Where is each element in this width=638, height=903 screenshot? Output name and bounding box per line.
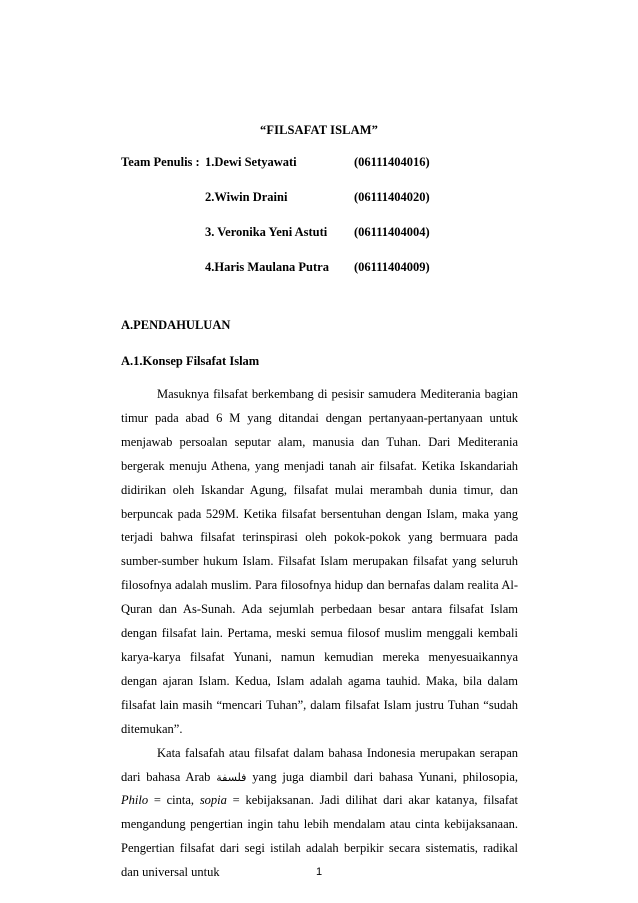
author-row [121, 260, 541, 295]
paragraph-2-text-3: = cinta, [153, 793, 195, 808]
author-row [121, 190, 541, 225]
paragraph-2-text-4: = kebijaksanan. Jadi dilihat dari akar katanya, filsafat mengandung pengertian ingin tahu lebih mendalam atau cinta kebijaksanaan. Pengertian filsafat dari segi istilah adalah berpikir secara sistematis, radikal dan universal untuk [121, 793, 519, 880]
author-name: 4.Haris Maulana Putra [205, 260, 329, 274]
team-label: Team Penulis : [121, 155, 200, 169]
arabic-word: فلسفة [216, 770, 247, 784]
author-list [121, 155, 541, 295]
author-nim: (06111404020) [354, 190, 430, 204]
author-name: 2.Wiwin Draini [205, 190, 288, 204]
section-heading-pendahuluan: A.PENDAHULUAN [121, 318, 231, 332]
author-row [121, 225, 541, 260]
author-nim: (06111404004) [354, 225, 430, 239]
page-number: 1 [315, 866, 323, 878]
author-row [121, 155, 541, 190]
author-nim: (06111404016) [354, 155, 430, 169]
paragraph-2 [121, 742, 518, 885]
body-text [121, 383, 518, 885]
document-title: “FILSAFAT ISLAM” [260, 123, 378, 137]
author-nim: (06111404009) [354, 260, 430, 274]
subsection-heading-konsep: A.1.Konsep Filsafat Islam [121, 354, 260, 368]
paragraph-2-text-2: yang juga diambil dari bahasa Yunani, philosopia, [252, 769, 519, 784]
author-name: 3. Veronika Yeni Astuti [205, 225, 328, 239]
term-sopia: sopia [199, 793, 227, 808]
author-name: 1.Dewi Setyawati [205, 155, 297, 169]
term-philo: Philo [121, 793, 149, 808]
paragraph-2-text-1: Kata falsafah atau filsafat dalam bahasa Indonesia merupakan serapan dari bahasa Arab [121, 745, 518, 784]
paragraph-1: Masuknya filsafat berkembang di pesisir samudera Mediterania bagian timur pada abad 6 M yang ditandai dengan pertanyaan-pertanyaan untuk menjawab persoalan seputar alam, manusia dan Tuhan. Dari Mediterania bergerak menuju Athena, yang menjadi tanah air filsafat. Ketika Iskandariah didirikan oleh Iskandar Agung, filsafat mulai merambah dunia timur, dan berpuncak pada 529M. Ketika filsafat bersentuhan dengan Islam, maka yang terjadi bahwa filsafat terinspirasi oleh pokok-pokok yang bermuara pada sumber-sumber hukum Islam. Filsafat Islam merupakan filsafat yang seluruh filosofnya adalah muslim. Para filosofnya hidup dan bernafas dalam realita Al-Quran dan As-Sunah. Ada sejumlah perbedaan besar antara filsafat Islam dengan filsafat lain. Pertama, meski semua filosof muslim menggali kembali karya-karya filsafat Yunani, namun kemudian mereka menyesuaikannya dengan ajaran Islam. Kedua, Islam adalah agama tauhid. Maka, bila dalam filsafat lain masih “mencari Tuhan”, dalam filsafat Islam justru Tuhan “sudah ditemukan”. [121, 387, 518, 736]
